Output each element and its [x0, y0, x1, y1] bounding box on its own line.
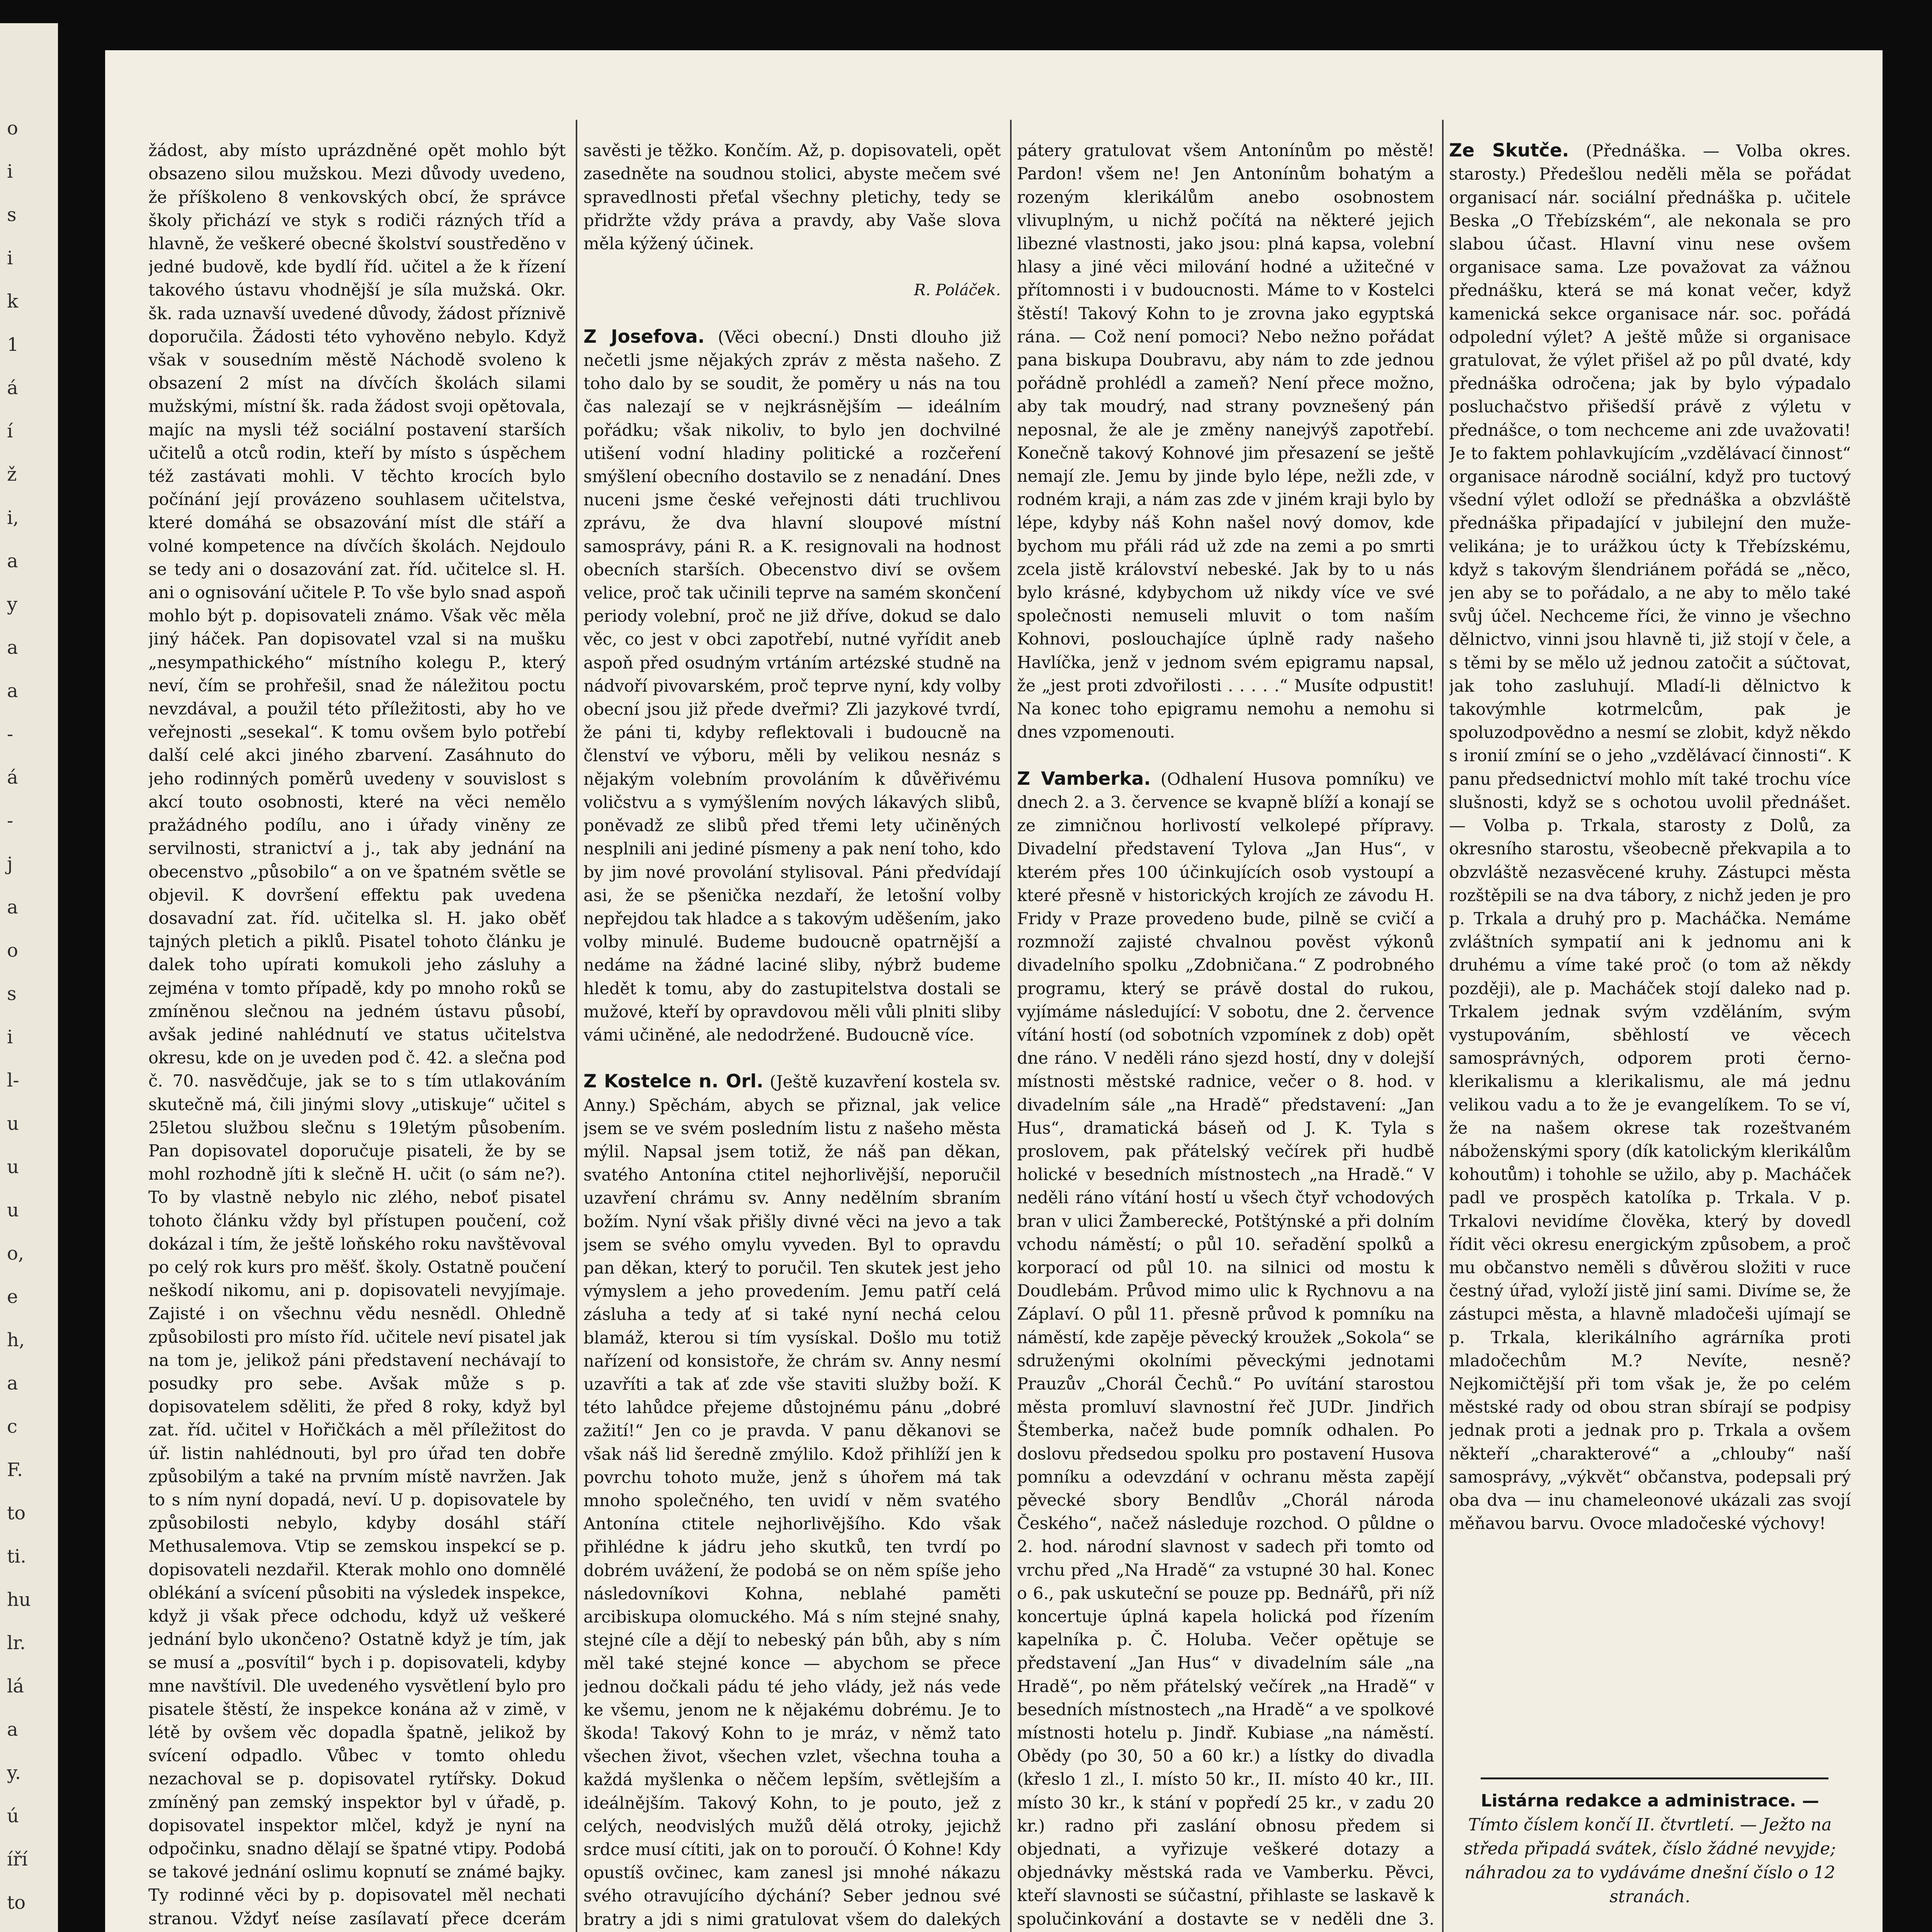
article-text: žádost, aby místo uprázdněné opět mohlo být obsazeno silou mužskou. Mezi důvody uvedeno, že příškoleno 8 venkovských obcí, že správce školy přichází ve styk s rodiči rázných tříd a hlavně, že veškeré obecné školství soustředěno v jedné budově, kde bydlí říd. učitel a že k řízení takového ústavu vhodnější je síla mužská. Okr. šk. rada uznavší uvedené důvody, žádost příznivě doporučila. Žádosti této vyhověno nebylo. Když však v sousedním městě Náchodě svoleno k obsazení 2 míst na dívčích školách silami mužskými, místní šk. rada žádost svoji opětovala, majíc na mysli též sociální postavení starších učitelů a otců rodin, kteří by místo s úspěchem též zastávati mohli. V těchto krocích bylo počínání její provázeno souhlasem učitelstva, které domáhá se obsazování míst dle stáří a volné kompetence na dívčích školách. Nejdoulo se tedy ani o dosazování zat. říd. učitelce sl. H. ani o ognisování učitele P. To vše bylo snad aspoň mohlo být p. dopisovateli známo. Však věc měla jiný háček. Pan dopisovatel vzal si na mušku „nesympathického“ místního kolegu P., který neví, čím se prohřešil, snad že náležitou poctu nevzdával, a použil této příležitosti, aby ho ve veřejnosti „sesekal“. K tomu ovšem bylo potřebí další celé akci jiného zbarvení. Zasáhnuto do jeho rodinných poměrů uvedeny v souvislost s akcí touto osobnosti, které na věci nemělo pražádného podílu, ano i úřady viněny ze servilnosti, stranictví a j., tak aby jednání na obecenstvo „působilo“ a on ve špatném světle se objevil. K dovršení effektu pak uvedena dosavadní zat. říd. učitelka sl. H. jako oběť tajných pletich a piklů. Pisatel tohoto článku je dalek toho upírati komukoli jeho zásluhy a zejména v tomto případě, kdy po mnoho roků se zmíněnou slečnou na jedném ústavu působí, avšak jediné nahlédnutí ve status učitelstva okresu, kde on je uveden pod č. 42. a slečna pod č. 70. nasvědčuje, jak se to s tím utlakováním skutečně má, čili jinými slovy „utiskuje“ učitel s 25letou službou slečnu s 19letým působením. Pan dopisovatel doporučuje pisateli, že by se mohl rozhodně jíti k slečně H. učit (o sám ne?). To by vlastně nebylo nic zlého, neboť pisatel tohoto článku vždy byl přístupen poučení, což dokázal i tím, že ještě loňského roku navštěvoval po celý rok kurs pro měšť. školy. Ostatně poučení neškodí nikomu, ani p. dopisovateli nevyjímaje. Zajisté i on všechnu vědu nesnědl. Ohledně způsobilosti pro místo říd. učitele neví pisatel jak na tom je, jelikož páni představení nechávají to posudky pro sebe. Avšak může s p. dopisovatelem sděliti, že před 8 roky, když byl zat. říd. učitel v Hořičkách a měl příležitost do úř. listin nahlédnouti, byl pro úřad ten dobře způsobilým a také na prvním místě navržen. Jak to s ním nyní dopadá, neví. U p. dopisovatele by způsobilosti nebylo, kdyby dosáhl stáří Methusalemova. Vtip se zemskou inspekcí se p. dopisovateli nezdařil. Kterak mohlo ono domnělé oblékání a svícení působiti na výsledek inspekce, když ji však přece odchodu, když už veškeré jednání bylo ukončeno? Ostatně když je tím, jak se musí a „posvítil“ bych i p. dopisovateli, kdyby mne navštívil. Dle uvedeného vysvětlení bylo pro pisatele štěstí, že inspekce konána až v zimě, v létě by ovšem věc dopadla špatně, jelikož by svícení odpadlo. Vůbec v tomto ohledu nezachoval se p. dopisovatel rytířsky. Dokud zmíněný pan zemský inspektor byl v úřadě, p. dopisovatel inspektor mlčel, když je nyní na odpočinku, snadno dělají se špatné vtipy. Podobá se takové jednání oslimu kopnutí se známé bajky. Ty rodinné věci by p. dopisovatel měl nechati stranou. Vždyť neíse zasílavatí přece dcerám: [148, 141, 566, 1929]
previous-page-fragment: a: [7, 637, 18, 658]
column-rule: [1442, 120, 1444, 1932]
previous-page-fragment: a: [7, 680, 18, 702]
previous-page-fragment: h,: [7, 1329, 25, 1351]
notice-title: Listárna redakce a administrace. —: [1481, 1791, 1819, 1811]
previous-page-fragment: e: [7, 1286, 18, 1308]
previous-page-fragment: a: [7, 896, 18, 918]
previous-page-fragment: íří: [7, 1849, 28, 1870]
previous-page-fragment: o: [7, 940, 18, 961]
previous-page-fragment: ú: [7, 1805, 19, 1827]
previous-page-fragment: k: [7, 291, 19, 312]
editorial-notice: [1449, 1789, 1851, 1909]
previous-page-fragment: s: [7, 204, 17, 226]
article-text: (Přednáška. — Volba okres. starosty.) Předešlou neděli měla se pořádat organisací nár. sociální přednáška p. učitele Beska „O Třebízském“, ale nekonala se pro slabou účast. Hlavní vinu nese ovšem organisace sama. Lze považovat za vážnou přednášku, která se má konat večer, když kamenická sekce organisace nár. soc. pořádá odpolední výlet? A ještě může si organisace gratulovat, že výlet přišel až po půl dvaté, kdy přednáška odročena; jak by bylo výpadalo posluchačstvo přišedší právě z výletu v přednášce, o tom nechceme ani zde uvažovati! Je to faktem pohlavkujícím „vzdělávací činnost“ organisace národně sociální, když pro tuctový všední výlet odloží se přednáška a obzvláště přednáška připadající v jubilejní den muže-velikána; je to urážkou úcty k Třebízskému, když s takovým šlendriánem pořádá se „něco, jen aby se to pořádalo, a ne aby to mělo také svůj účel. Nechceme říci, že vinno je všechno dělnictvo, vinni jsou hlavně ti, již stojí v čele, a s těmi by se mělo už jednou zatočit a súčtovat, jak toho zasluhují. Mladí-li dělnictvo k takovýmhle kotrmelcům, pak je spoluzodpovědno a nesmí se zlobit, když někdo s ironií zmíní se o jeho „vzdělávací činnosti“. K panu předsednictví mohlo mít také trochu více slušnosti, když se s ochotou uvolil přednášet. — Volba p. Trkala, starosty z Dolů, za okresního starostu, všeobecně překvapila a to obzvláště nezasvěcené kruhy. Zástupci města rozštěpili se na dva tábory, z nichž jeden je pro p. Trkala a druhý pro p. Macháčka. Nemáme zvláštních sympatií ani k jednomu ani k druhému a víme také proč (o tom až někdy později), ale p. Macháček stojí daleko nad p. Trkalem jednak svým vzděláním, svým vystupováním, sběhlostí ve věcech samosprávných, odporem proti černo-klerikalismu a klerikalismu, ale má jednu velikou vadu a to že je evangelíkem. To se ví, že na našem okrese tak rozeštvaném náboženskými spory (dík katolickým klerikálům kohoutům) i tohohle se užilo, aby p. Macháček padl ve prospěch katolíka p. Trkala. V p. Trkalovi nevidíme člověka, který by dovedl řídit věci okresu energickým způsobem, a proč mu občanstvo neměli s důvěrou složiti v ruce čestný úřad, vyloží jistě jiní sami. Divíme se, že zástupci města, a hlavně mladočeši ujímají se p. Trkala, klerikálního agrárníka proti mladočechům M.? Nevíte, nesně? Nejkomičtější při tom však je, že po celém městské rady od obou stran sbírají se podpisy jednak proti a jednak pro p. Trkala a ovšem někteří „charakterové“ a „chlouby“ naší samosprávy, „výkvět“ občanstva, podepsali prý oba dva — inu chameleonové ukázali zas svojí měňavou barvu. Ovoce mladočeské výchovy!: [1449, 141, 1851, 1534]
column-1: [148, 116, 566, 1932]
previous-page-fragment: a: [7, 550, 18, 572]
column-2: [583, 116, 1001, 1932]
article-text: pátery gratulovat všem Antonínům po městě! Pardon! všem ne! Jen Antonínům bohatým a rozeným klerikálům anebo osobnostem vlivuplným, u nichž počítá na některé jejich libezné vlastnosti, jako jsou: plná kapsa, volební hlasy a jiné věci milování hodné a užitečné v přítomnosti i v budoucnosti. Máme to v Kostelci štěstí! Takový Kohn to je zrovna jako egyptská rána. — Což není pomoci? Nebo nežno pořádat pana biskupa Doubravu, aby nám to zde jednou pořádně prohlédl a zameň? Není přece možno, aby tak moudrý, nad strany povznešený pán neposnal, že ale je změny nanejvýš zapotřebí. Konečně takový Kohnové jim přesazení se ještě nemají zle. Jemu by jinde bylo lépe, nežli zde, v rodném kraji, a nám zas zde v jiném kraji bylo by lépe, kdyby náš Kohn našel nový domov, kde bychom mu přáli rád už zde na zemi a po smrti zcela jistě království nebeské. Jak by to u nás bylo krásné, kdybychom už nikdy více ve své společnosti nemuseli mluvit o tom naším Kohnovi, poslouchajíce úplně rady našeho Havlíčka, jenž v jednom svém epigramu napsal, že „jest proti zdvořilosti . . . . .“ Musíte odpustit! Na konec toho epigramu nemohu a nemohu si dnes vzpomenouti.: [1017, 141, 1434, 742]
previous-page-fragment: F.: [7, 1459, 23, 1481]
previous-page-fragment: i: [7, 1026, 13, 1048]
previous-page-fragment: u: [7, 1156, 19, 1178]
previous-page-fragment: ti.: [7, 1546, 26, 1567]
previous-page-fragment: j: [7, 853, 13, 875]
previous-page-fragment: a: [7, 1372, 18, 1394]
article-heading: Z Vamberka.: [1017, 768, 1151, 789]
previous-page-fragment: á: [7, 377, 18, 399]
notice-body: Tímto číslem končí II. čtvrtletí. — Ježto na středa připadá svátek, číslo žádné nevyjde; náhradou za to vydáváme dnešní číslo o 12 stranách.: [1464, 1815, 1836, 1906]
previous-page-fragment: o,: [7, 1243, 24, 1264]
previous-page-fragment: c: [7, 1416, 17, 1437]
previous-page-fragment: l-: [7, 1070, 19, 1091]
previous-page-fragment: u: [7, 1113, 19, 1134]
previous-page-fragment: lr.: [7, 1632, 26, 1654]
previous-page-fragment: to: [7, 1502, 26, 1524]
previous-page-fragment: y.: [7, 1762, 21, 1784]
previous-page-fragment: ž: [7, 464, 17, 485]
previous-page-fragment: to: [7, 1892, 26, 1913]
previous-page-fragment: s: [7, 983, 17, 1005]
previous-page-fragment: i: [7, 247, 13, 269]
article-text: (Ještě kuzavření kostela sv. Anny.) Spěchám, abych se přiznal, jak velice jsem se ve svém posledním listu z našeho města mýlil. Napsal jsem totiž, že náš pan děkan, svatého Antonína ctitel nejhorlivější, neporučil uzavření chrámu sv. Anny nedělním sbraním božím. Nyní však přišly divné věci na jevo a tak jsem se svého omylu vyveden. Byl to opravdu pan děkan, který to poručil. Ten skutek jest jeho výmyslem a jeho provedením. Jemu patří celá zásluha a tedy ať si také nyní nechá celou blamáž, kterou si tím vysískal. Došlo mu totiž nařízení od konsistoře, že chrám sv. Anny nesmí uzavříti a tak ať zde vše staviti služby boží. K této lahůdce přejeme důstojnému pánu „dobré zažití!“ Jen co je pravda. V panu děkanovi se však náš lid šeredně zmýlilo. Kdož přihlíží jen k povrchu tohoto muže, jenž s úhořem má tak mnoho společného, ten uvidí v něm svatého Antonína ctitele nejhorlivějšího. Kdo však přihlédne k jádru jeho skutků, ten tvrdí po dobrém uvážení, že podobá se on něm spíše jeho následovníkovi Kohna, neblahé paměti arcibiskupa olomuckého. Má s ním stejné snahy, stejné cíle a dějí to nebeský pán bůh, aby s ním měl také stejné konce — abychom se přece jednou dočkali pádu té jeho vlády, jež nás vede ke všemu, jenom ne k nějakému dobrému. Je to škoda! Takový Kohn to je mráz, v němž tato všechen život, všechen vzlet, všechna touha a každá myšlenka o něčem lepším, světlejším a ideálnějším. Takový Kohn, to je pouto, jež z celých, neodvislých mužů dělá otroky, jejichž srdce musí cítiti, jak on to poroučí. Ó Kohne! Kdy opustíš ovčinec, kam zanesl jsi mnohé nákazu svého otravujícího dýchání? Seber jednou své bratry a jdi s nimi gratulovat všem do dalekých: [583, 1072, 1001, 1929]
column-3: [1017, 116, 1434, 1932]
column-4: [1449, 116, 1851, 1770]
previous-page-fragment: 1: [7, 334, 19, 355]
article-heading: Z Kostelce n. Orl.: [583, 1071, 764, 1092]
signature: R. Poláček.: [914, 281, 1001, 299]
article-heading: Z Josefova.: [583, 326, 705, 347]
article-text: (Věci obecní.) Dnsti dlouho již nečetli jsme nějakých zpráv z města našeho. Z toho dalo by se soudit, že poměry u nás na tou čas nalezají se v nejkrásnějším — ideálním pořádku; však nikoliv, to bylo jen dochvilné utišení vodní hladiny politické a rozčeření smýšlení obecního dostavilo se z nenadání. Dnes nuceni jsme české veřejnosti dáti truchlivou zprávu, že dva hlavní sloupové místní samosprávy, páni R. a K. resignovali na hodnost obecních starších. Obecenstvo diví se ovšem velice, proč tak učinili teprve na samém skončení periody volební, proč ne již dříve, dokud se dalo věc, co jest v obci zapotřebí, nutné vyřídit aneb aspoň před osudným vrtáním artézské studně na nádvoří pivovarském, proč teprve nyní, kdy volby obecní jsou již přede dveřmi? Zli jazykové tvrdí, že páni ti, kdyby reflektovali i budoucně na členství ve výboru, měli by velikou nesnáz s nějakým volebním provoláním k důvěřivému voličstvu a s vymýšlením nových lákavých slibů, poněvadž ze slibů před třemi lety učiněných nesplnili ani jediné písmeny a pak není toho, kdo by jim nové provolání stylisoval. Páni předvídají asi, že se pšenička nezdaří, že letošní volby nepřejdou tak hladce a s takovým uděšením, jako volby minulé. Budeme budoucně opatrnější a nedáme na žádné laciné sliby, nýbrž budeme hledět k tomu, aby do zastupitelstva dostali se mužové, kteří by opravdovou měli vůli plniti sliby vámi učiněné, ale nedodržené. Budoucně více.: [583, 327, 1001, 1045]
previous-page-fragment: i,: [7, 507, 19, 529]
article-text: savěsti je těžko. Končím. Až, p. dopisovateli, opět zasedněte na soudnou stolici, abyste mečem své spravedlnosti přeťal všechny pletichy, tedy se přidržte vždy práva a pravdy, aby Vaše slova měla kýžený účinek.: [583, 141, 1001, 254]
previous-page-fragment: í: [7, 420, 13, 442]
previous-page-fragment: i: [7, 161, 13, 182]
previous-page-fragment: á: [7, 767, 18, 788]
previous-page-fragment: u: [7, 1199, 19, 1221]
previous-page-fragment: hu: [7, 1589, 31, 1611]
previous-page-fragment: lá: [7, 1675, 24, 1697]
article-heading: Ze Skutče.: [1449, 140, 1569, 162]
previous-page-fragment: y: [7, 594, 18, 615]
column-rule: [576, 120, 577, 1932]
previous-page-fragment: o: [7, 117, 18, 139]
previous-page-fragment: a: [7, 1719, 18, 1740]
previous-page-fragment: -: [7, 810, 14, 832]
newspaper-page: [105, 50, 1883, 1932]
column-rule: [1010, 120, 1012, 1932]
previous-page-edge: [0, 23, 58, 1932]
article-text: (Odhalení Husova pomníku) ve dnech 2. a 3. července se kvapně blíží a konají se ze zimničnou horlivostí velkolepé přípravy. Divadelní představení Tylova „Jan Hus“, v kterém přes 100 účinkujících osob vystoupí a které přesně v historických krojích ze závodu H. Fridy v Praze provedeno bude, pilně se cvičí a rozmnoží zajisté chvalnou pověst výkonů divadelního spolku „Zdobničana.“ Z podrobného programu, který se právě dostal do rukou, vyjímáme následující: V sobotu, dne 2. července vítání hostí (od sobotních vzpomínek z dob) opět dne ráno. V neděli ráno sjezd hostí, dny v dolejší místnosti městské radnice, večer o 8. hod. v divadelním sále „na Hradě“ představení: „Jan Hus“, dramatická báseň od J. K. Tyla s proslovem, pak přátelský večírek při hudbě holické v besedních místnostech „na Hradě.“ V neděli ráno vítání hostí u všech čtyř vchodových bran v ulici Žamberecké, Potštýnské a při dolním vchodu náměstí; o půl 10. seřadění spolků a korporací od půl 10. na silnici od mostu k Doudlebám. Průvod mimo ulic k Rychnovu a na Záplaví. O půl 11. přesně průvod k pomníku na náměstí, kde zapěje pěvecký kroužek „Sokola“ se sdruženými okolními pěveckými jednotami Prauzův „Chorál Čechů.“ Po uvítání starostou města promluví slavnostní řeč JUDr. Jindřich Štemberka, načež bude pomník odhalen. Po doslovu předsedou spolku pro postavení Husova pomníku a odevzdání v ochranu města zapějí pěvecké sbory Bendlův „Chorál národa Českého“, načež následuje rozchod. O půldne o 2. hod. národní slavnost v sadech při tomto od vrchu před „Na Hradě“ za vstupné 30 hal. Konec o 6., pak uskuteční se pouze pp. Bednářů, při níž koncertuje úplná kapela holická pod řízením kapelníka p. Č. Holuba. Večer opětuje se představení „Jan Hus“ v divadelním sále „na Hradě“, po něm přátelský večírek „na Hradě“ v besedních místnostech „na Hradě“ a ve spolkové místnosti hotelu p. Jindř. Kubiase „na náměstí. Obědy (po 30, 50 a 60 kr.) a lístky do divadla (křeslo 1 zl., I. místo 50 kr., II. místo 40 kr., III. místo 30 kr., k stání v popředí 25 kr., v zadu 20 kr.) radno při zaslání obnosu předem si objednati, a vyřizuje veškeré dotazy a objednávky městská rada ve Vamberku. Pěvci, kteří slavnosti se súčastní, přihlaste se laskavě k spolučinkování a dostavte se v neděli dne 3.: [1017, 769, 1434, 1929]
previous-page-fragment: -: [7, 723, 14, 745]
divider: [1481, 1777, 1828, 1779]
